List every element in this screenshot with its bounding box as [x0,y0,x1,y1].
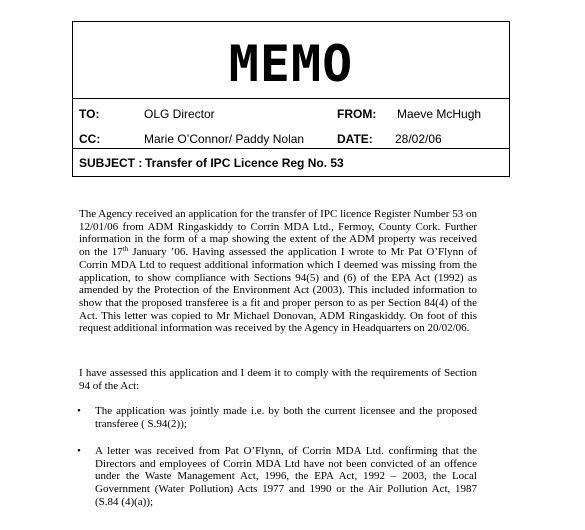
from-value: Maeve McHugh [397,107,482,121]
body-paragraph-1-part-b: January ’06. Having assessed the application I wrote to Mr Pat O’Flynn of Corrin MDA Ltd to request additional information which I deemed was missing from the application, to show compliance with Sections 94(5) and (6) of the EPA Act (1992) as amended by the Protection of the Environment Act (2003). This included information to show that the proposed transferee is a fit and proper person to as per Section 84(4) of the Act. This letter was copied to Mr Michael Donovan, ADM Ringaskiddy. On foot of this request additional information was received by the Agency in Headquarters on 20/02/06. [79,246,477,335]
header-divider-middle [73,148,509,149]
bullet-item-2: A letter was received from Pat O’Flynn, of Corrin MDA Ltd. confirming that the Directors and employees of Corrin MDA Ltd have not been convicted of an offence under the Waste Management Act, 1996, the EPA Act, 1992 – 2003, the Local Government (Water Pollution) Acts 1977 and 1990 or the Air Pollution Act, 1987 (S.84 (4)(a)); [95,445,477,508]
bullet-marker: • [77,405,81,417]
date-ordinal-superscript: th [122,245,129,254]
from-label: FROM: [337,107,377,121]
header-divider-top [73,98,509,99]
subject-label: SUBJECT : [79,156,143,170]
bullet-item-1: The application was jointly made i.e. by both the current licensee and the proposed transferee ( S.94(2)); [95,405,477,430]
subject-value: Transfer of IPC Licence Reg No. 53 [145,156,344,170]
cc-label: CC: [79,132,101,146]
memo-header-box [72,21,510,177]
date-label: DATE: [337,132,373,146]
bullet-marker: • [77,445,81,457]
memo-title: MEMO [228,35,354,93]
body-paragraph-2: I have assessed this application and I deem it to comply with the requirements of Section 94 of the Act: [79,367,477,392]
cc-value: Marie O’Connor/ Paddy Nolan [144,132,305,146]
body-paragraph-1-part-a: The Agency received an application for the transfer of IPC licence Register Number 53 on 12/01/06 from ADM Ringaskiddy to Corrin MDA Ltd., Fermoy, County Cork. Further information in the form of a map showing the extent of the ADM property was received on the 17 [79,208,477,259]
body-paragraph-1 [79,208,477,335]
date-value: 28/02/06 [395,132,442,146]
to-value: OLG Director [144,107,215,121]
to-label: TO: [79,107,100,121]
